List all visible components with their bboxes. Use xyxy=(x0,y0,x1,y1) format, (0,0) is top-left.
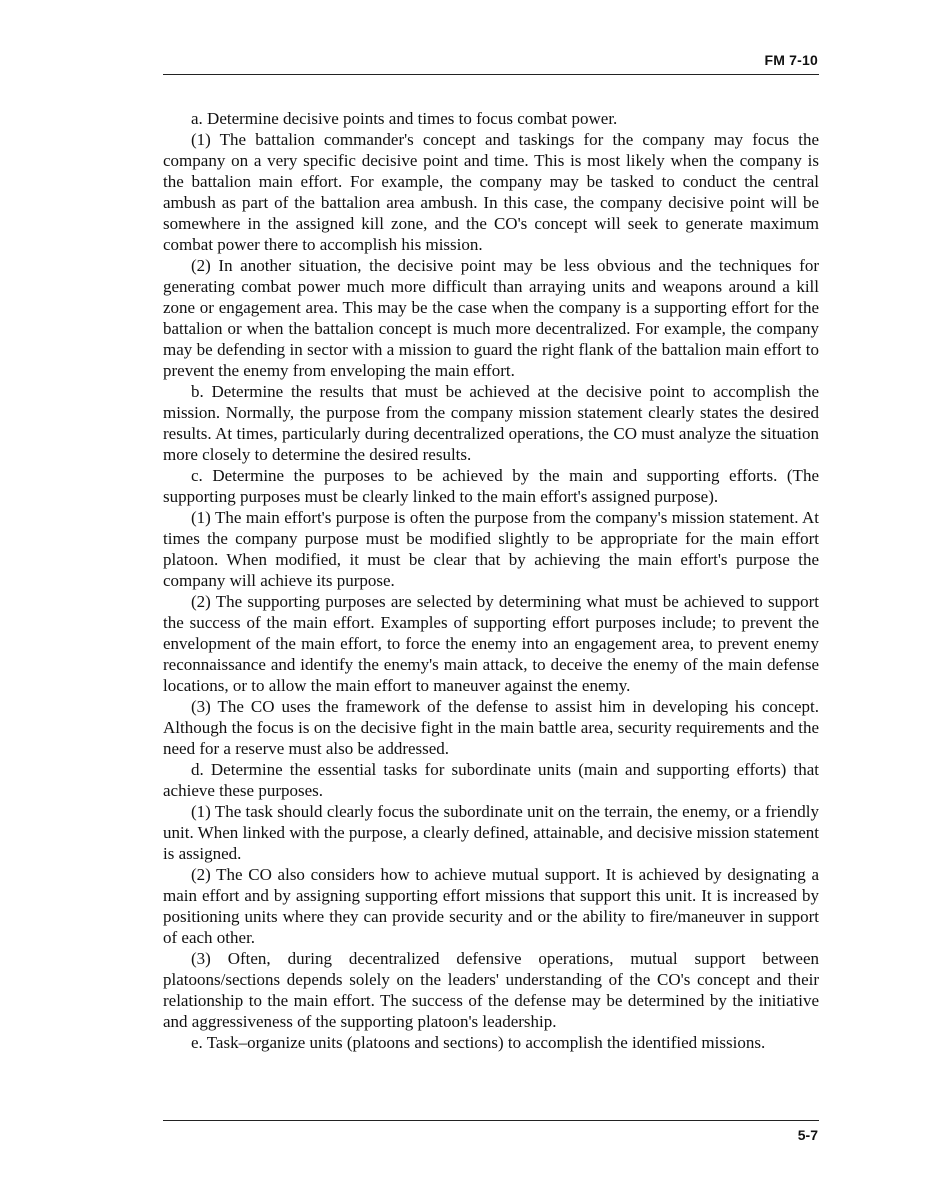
paragraph-a-1: (1) The battalion commander's concept and taskings for the company may focus the company on a very specific decisive point and time. This is most likely when the company is the battalion main effort. For example, the company may be tasked to conduct the central ambush as part of the battalion area ambush. In this case, the company decisive point will be somewhere in the assigned kill zone, and the CO's concept will seek to generate maximum combat power there to accomplish his mission. xyxy=(163,130,819,254)
body-text xyxy=(163,108,819,1053)
paragraph-c: c. Determine the purposes to be achieved by the main and supporting efforts. (The supporting purposes must be clearly linked to the main effort's assigned purpose). xyxy=(163,466,819,506)
page-number: 5-7 xyxy=(797,1127,818,1143)
paragraph-d-3: (3) Often, during decentralized defensive operations, mutual support between platoons/sections depends solely on the leaders' understanding of the CO's concept and their relationship to the main effort. The success of the defense may be determined by the initiative and aggressiveness of the supporting platoon's leadership. xyxy=(163,949,819,1031)
paragraph-d: d. Determine the essential tasks for subordinate units (main and supporting efforts) that achieve these purposes. xyxy=(163,760,819,800)
document-id-header: FM 7-10 xyxy=(764,52,818,68)
paragraph-c-2: (2) The supporting purposes are selected by determining what must be achieved to support the success of the main effort. Examples of supporting effort purposes include; to prevent the envelopment of the main effort, to force the enemy into an engagement area, to prevent enemy reconnaissance and identify the enemy's main attack, to deceive the enemy of the main defense locations, or to allow the main effort to maneuver against the enemy. xyxy=(163,592,819,695)
paragraph-a: a. Determine decisive points and times to focus combat power. xyxy=(191,109,618,128)
paragraph-d-2: (2) The CO also considers how to achieve mutual support. It is achieved by designating a main effort and by assigning supporting effort missions that support this unit. It is increased by positioning units where they can provide security and or the ability to fire/maneuver in support of each other. xyxy=(163,865,819,947)
paragraph-d-1: (1) The task should clearly focus the subordinate unit on the terrain, the enemy, or a friendly unit. When linked with the purpose, a clearly defined, attainable, and decisive mission statement is assigned. xyxy=(163,802,819,863)
paragraph-c-3: (3) The CO uses the framework of the defense to assist him in developing his concept. Although the focus is on the decisive fight in the main battle area, security requirements and the need for a reserve must also be addressed. xyxy=(163,697,819,758)
paragraph-e: e. Task–organize units (platoons and sections) to accomplish the identified missions. xyxy=(191,1033,766,1052)
header-rule xyxy=(163,74,819,75)
paragraph-c-1: (1) The main effort's purpose is often the purpose from the company's mission statement. At times the company purpose must be modified slightly to be appropriate for the main effort platoon. When modified, it must be clear that by achieving the main effort's purpose the company will achieve its purpose. xyxy=(163,508,819,590)
paragraph-a-2: (2) In another situation, the decisive point may be less obvious and the techniques for generating combat power much more difficult than arraying units and weapons around a kill zone or engagement area. This may be the case when the company is a supporting effort for the battalion or when the battalion concept is much more decentralized. For example, the company may be defending in sector with a mission to guard the right flank of the battalion main effort to prevent the enemy from enveloping the main effort. xyxy=(163,256,819,380)
paragraph-b: b. Determine the results that must be achieved at the decisive point to accomplish the mission. Normally, the purpose from the company mission statement clearly states the desired results. At times, particularly during decentralized operations, the CO must analyze the situation more closely to determine the desired results. xyxy=(163,382,819,464)
footer-rule xyxy=(163,1120,819,1121)
